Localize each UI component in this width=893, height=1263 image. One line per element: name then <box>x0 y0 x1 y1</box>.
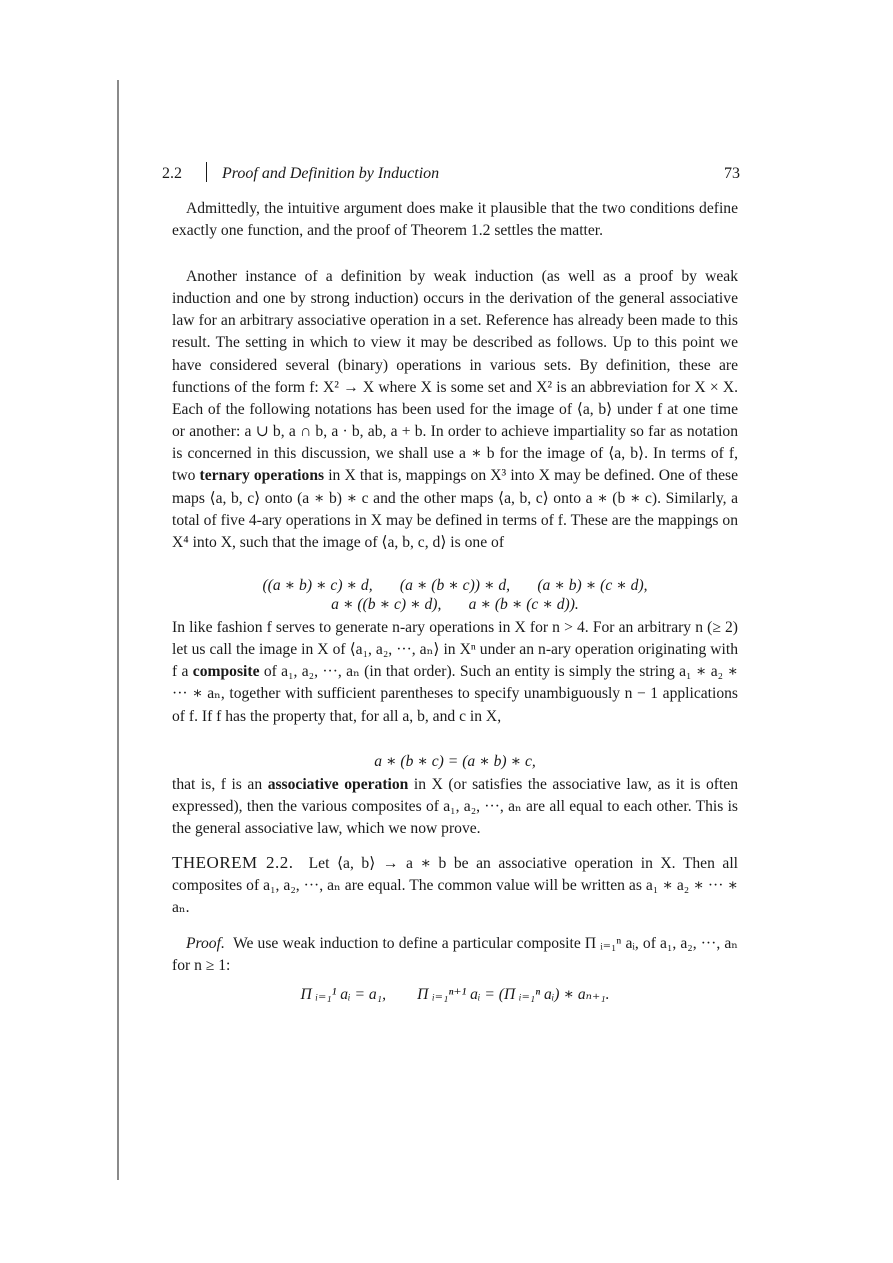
section-title: Proof and Definition by Induction <box>222 165 440 182</box>
display-equation-1-line-2: a ∗ ((b ∗ c) ∗ d), a ∗ (b ∗ (c ∗ d)). <box>331 596 579 613</box>
display-equation-3: Π ᵢ₌₁¹ aᵢ = a₁, Π ᵢ₌₁ⁿ⁺¹ aᵢ = (Π ᵢ₌₁ⁿ aᵢ) ∗ aₙ₊₁. <box>300 986 610 1003</box>
running-header <box>162 160 740 188</box>
paragraph-3 <box>172 617 738 728</box>
paragraph-2-text-a: Another instance of a definition by weak induction (as well as a proof by weak induction and one by strong induction) occurs in the derivation of the general associative law for an arbitrary associative operation in a set. Reference has already been made to this result. The setting in which to view it may be described as follows. Up to this point we have considered several (binary) operations in various sets. By definition, these are functions of the form f: X² → X where X is some set and X² is an abbreviation for X × X. Each of the following notations has been used for the image of ⟨a, b⟩ under f at one time or another: a ∪ b, a ∩ b, a · b, ab, a + b. In order to achieve impartiality so far as notation is concerned in this discussion, we shall use a ∗ b for the image of ⟨a, b⟩. In terms of f, two <box>172 268 738 485</box>
paragraph-1: Admittedly, the intuitive argument does make it plausible that the two conditions define exactly one function, and the proof of Theorem 1.2 settles the matter. <box>172 200 738 240</box>
page-number: 73 <box>724 165 740 182</box>
theorem-label: THEOREM 2.2. <box>172 853 294 872</box>
paragraph-4 <box>172 774 738 840</box>
theorem-2-2 <box>172 852 738 919</box>
section-number: 2.2 <box>162 165 182 182</box>
display-equation-1-line-1: ((a ∗ b) ∗ c) ∗ d, (a ∗ (b ∗ c)) ∗ d, (a ∗ b) ∗ (c ∗ d), <box>262 577 648 594</box>
paragraph-4-text-b: in X (or satisfies the associative law, as it is often expressed), then the various composites of a₁, a₂, ···, aₙ are all equal to each other. This is the general associative law, which we now prove. <box>172 776 739 838</box>
paragraph-2 <box>172 266 738 554</box>
ternary-operations-term: ternary operations <box>199 467 325 485</box>
paragraph-3-text-b: of a₁, a₂, ···, aₙ (in that order). Such an entity is simply the string a₁ ∗ a₂ ∗ ··· ∗ aₙ, together with sufficient parentheses to specify unambiguously n − 1 applications of f. If f has the property that, for all a, b, and c in X, <box>172 663 738 725</box>
binding-line <box>117 80 119 1180</box>
proof-paragraph <box>172 933 738 977</box>
display-equation-2: a ∗ (b ∗ c) = (a ∗ b) ∗ c, <box>374 753 536 770</box>
header-divider <box>206 162 207 182</box>
associative-operation-term: associative operation <box>267 776 409 793</box>
display-equation-1 <box>172 576 738 614</box>
proof-text: We use weak induction to define a particular composite Π ᵢ₌₁ⁿ aᵢ, of a₁, a₂, ···, aₙ for n ≥ 1: <box>172 935 738 975</box>
composite-term: composite <box>192 663 260 681</box>
proof-label: Proof. <box>186 935 225 952</box>
paragraph-2-text-b: in X that is, mappings on X³ into X may be defined. One of these maps ⟨a, b, c⟩ onto (a ∗ b) ∗ c and the other maps ⟨a, b, c⟩ onto a ∗ (b ∗ c). Similarly, a total of five 4-ary operations in X may be defined in terms of f. These are the mappings on X⁴ into X, such that the image of ⟨a, b, c, d⟩ is one of <box>172 467 739 551</box>
theorem-statement: Let ⟨a, b⟩ → a ∗ b be an associative operation in X. Then all composites of a₁, a₂, ···, aₙ are equal. The common value will be written as a₁ ∗ a₂ ∗ ··· ∗ aₙ. <box>172 855 738 917</box>
paragraph-3-text-a: In like fashion f serves to generate n-ary operations in X for n > 4. For an arbitrary n (≥ 2) let us call the image in X of ⟨a₁, a₂, ···, aₙ⟩ in Xⁿ under an n-ary operation originating with f a <box>172 619 738 681</box>
paragraph-4-text-a: that is, f is an <box>172 776 263 793</box>
